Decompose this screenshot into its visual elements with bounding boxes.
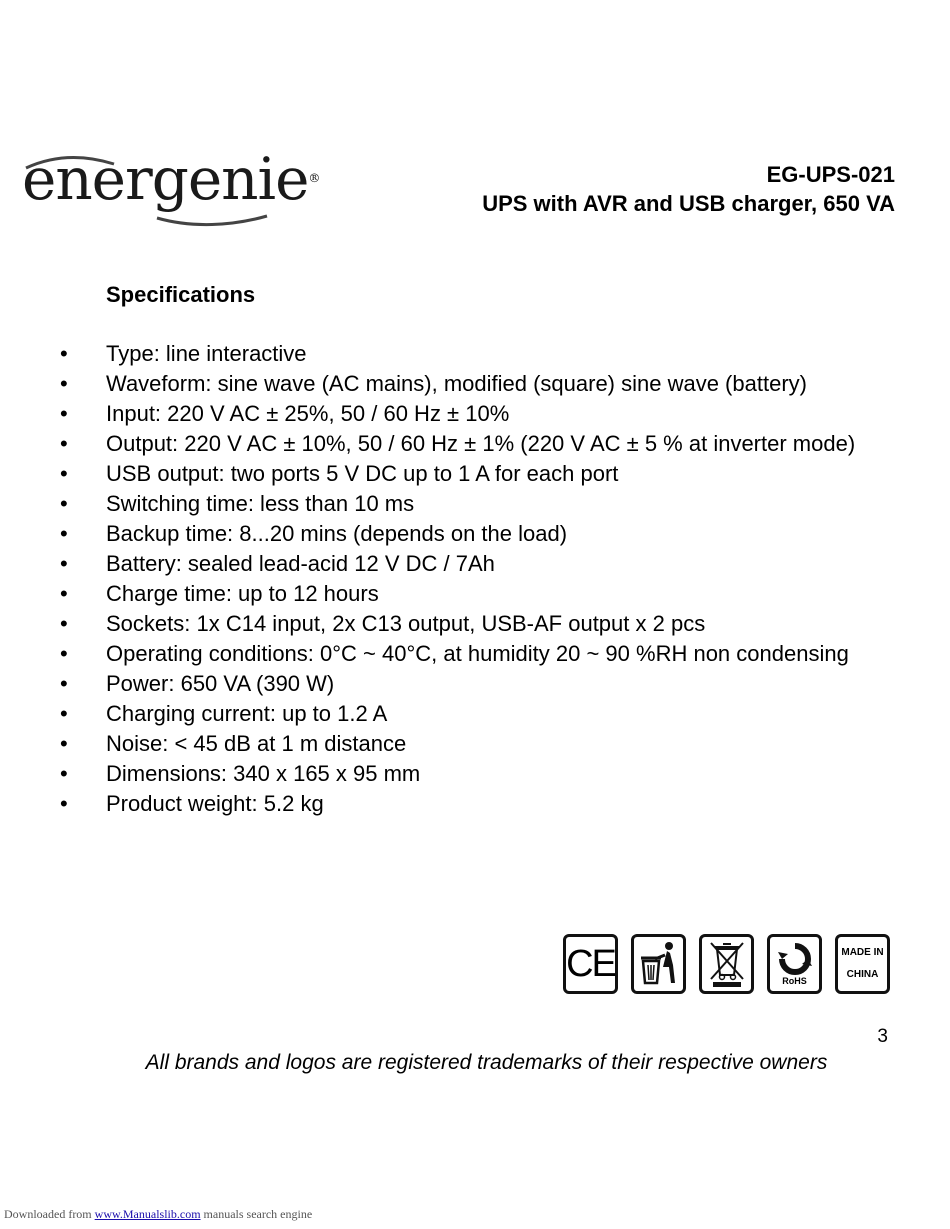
- weee-crossed-bin-icon: [699, 934, 754, 994]
- spec-item: [0, 579, 950, 609]
- rohs-icon: [767, 934, 822, 994]
- download-footer: [4, 1207, 312, 1222]
- bullet-icon: •: [60, 491, 68, 516]
- bullet-icon: •: [60, 401, 68, 426]
- made-in-china-icon: [835, 934, 890, 994]
- bullet-icon: •: [60, 671, 68, 696]
- spec-text: Switching time: less than 10 ms: [106, 491, 415, 516]
- spec-item: [0, 609, 950, 639]
- document-header: [482, 160, 895, 218]
- footer-suffix: manuals search engine: [200, 1207, 313, 1221]
- model-number: EG-UPS-021: [766, 162, 895, 187]
- made-in-label: MADE IN: [841, 947, 884, 958]
- bullet-icon: •: [60, 461, 68, 486]
- bullet-icon: •: [60, 701, 68, 726]
- spec-text: Noise: < 45 dB at 1 m distance: [106, 731, 407, 756]
- spec-text: Sockets: 1x C14 input, 2x C13 output, USB-AF output x 2 pcs: [106, 611, 706, 636]
- spec-item: [0, 729, 950, 759]
- manualslib-link[interactable]: www.Manualslib.com: [94, 1207, 201, 1221]
- bullet-icon: •: [60, 551, 68, 576]
- spec-text: Operating conditions: 0°C ~ 40°C, at humidity 20 ~ 90 %RH non condensing: [106, 641, 849, 666]
- bullet-icon: •: [60, 611, 68, 636]
- country-label: CHINA: [846, 969, 879, 980]
- spec-text: Input: 220 V AC ± 25%, 50 / 60 Hz ± 10%: [106, 401, 510, 426]
- rohs-label: RoHS: [782, 976, 807, 986]
- ce-mark-icon: [563, 934, 618, 994]
- spec-text: Dimensions: 340 x 165 x 95 mm: [106, 761, 421, 786]
- bullet-icon: •: [60, 521, 68, 546]
- spec-item: [0, 759, 950, 789]
- logo-swoosh-icon: [22, 150, 272, 230]
- certification-marks: [563, 934, 890, 994]
- spec-item: [0, 669, 950, 699]
- bullet-icon: •: [60, 791, 68, 816]
- spec-text: Product weight: 5.2 kg: [106, 791, 324, 816]
- tidyman-recycle-icon: [631, 934, 686, 994]
- spec-item: [0, 399, 950, 429]
- bullet-icon: •: [60, 371, 68, 396]
- spec-text: Waveform: sine wave (AC mains), modified (square) sine wave (battery): [106, 371, 807, 396]
- spec-item: [0, 519, 950, 549]
- spec-item: [0, 789, 950, 819]
- product-title: UPS with AVR and USB charger, 650 VA: [482, 191, 895, 216]
- spec-item: [0, 429, 950, 459]
- specifications-list: [0, 339, 950, 819]
- spec-text: USB output: two ports 5 V DC up to 1 A for each port: [106, 461, 619, 486]
- spec-text: Power: 650 VA (390 W): [106, 671, 335, 696]
- page-number: 3: [877, 1026, 888, 1047]
- bullet-icon: •: [60, 761, 68, 786]
- trademark-disclaimer: All brands and logos are registered trademarks of their respective owners: [145, 1051, 828, 1074]
- bullet-icon: •: [60, 581, 68, 606]
- rohs-arrows-icon: [777, 942, 813, 976]
- spec-text: Output: 220 V AC ± 10%, 50 / 60 Hz ± 1% (220 V AC ± 5 % at inverter mode): [106, 431, 856, 456]
- spec-item: [0, 459, 950, 489]
- spec-text: Battery: sealed lead-acid 12 V DC / 7Ah: [106, 551, 495, 576]
- spec-item: [0, 639, 950, 669]
- bullet-icon: •: [60, 431, 68, 456]
- spec-item: [0, 369, 950, 399]
- footer-prefix: Downloaded from: [4, 1207, 95, 1221]
- logo-registered-mark: ®: [308, 171, 320, 185]
- spec-item: [0, 699, 950, 729]
- spec-item: [0, 339, 950, 369]
- spec-item: [0, 549, 950, 579]
- spec-text: Charge time: up to 12 hours: [106, 581, 379, 606]
- spec-text: Type: line interactive: [106, 341, 307, 366]
- section-title: Specifications: [106, 282, 256, 307]
- bullet-icon: •: [60, 341, 68, 366]
- bullet-icon: •: [60, 641, 68, 666]
- spec-text: Charging current: up to 1.2 A: [106, 701, 388, 726]
- logo-text: energenie: [22, 145, 309, 213]
- spec-item: [0, 489, 950, 519]
- ce-mark-text: CE: [566, 942, 615, 985]
- bullet-icon: •: [60, 731, 68, 756]
- spec-text: Backup time: 8...20 mins (depends on the load): [106, 521, 568, 546]
